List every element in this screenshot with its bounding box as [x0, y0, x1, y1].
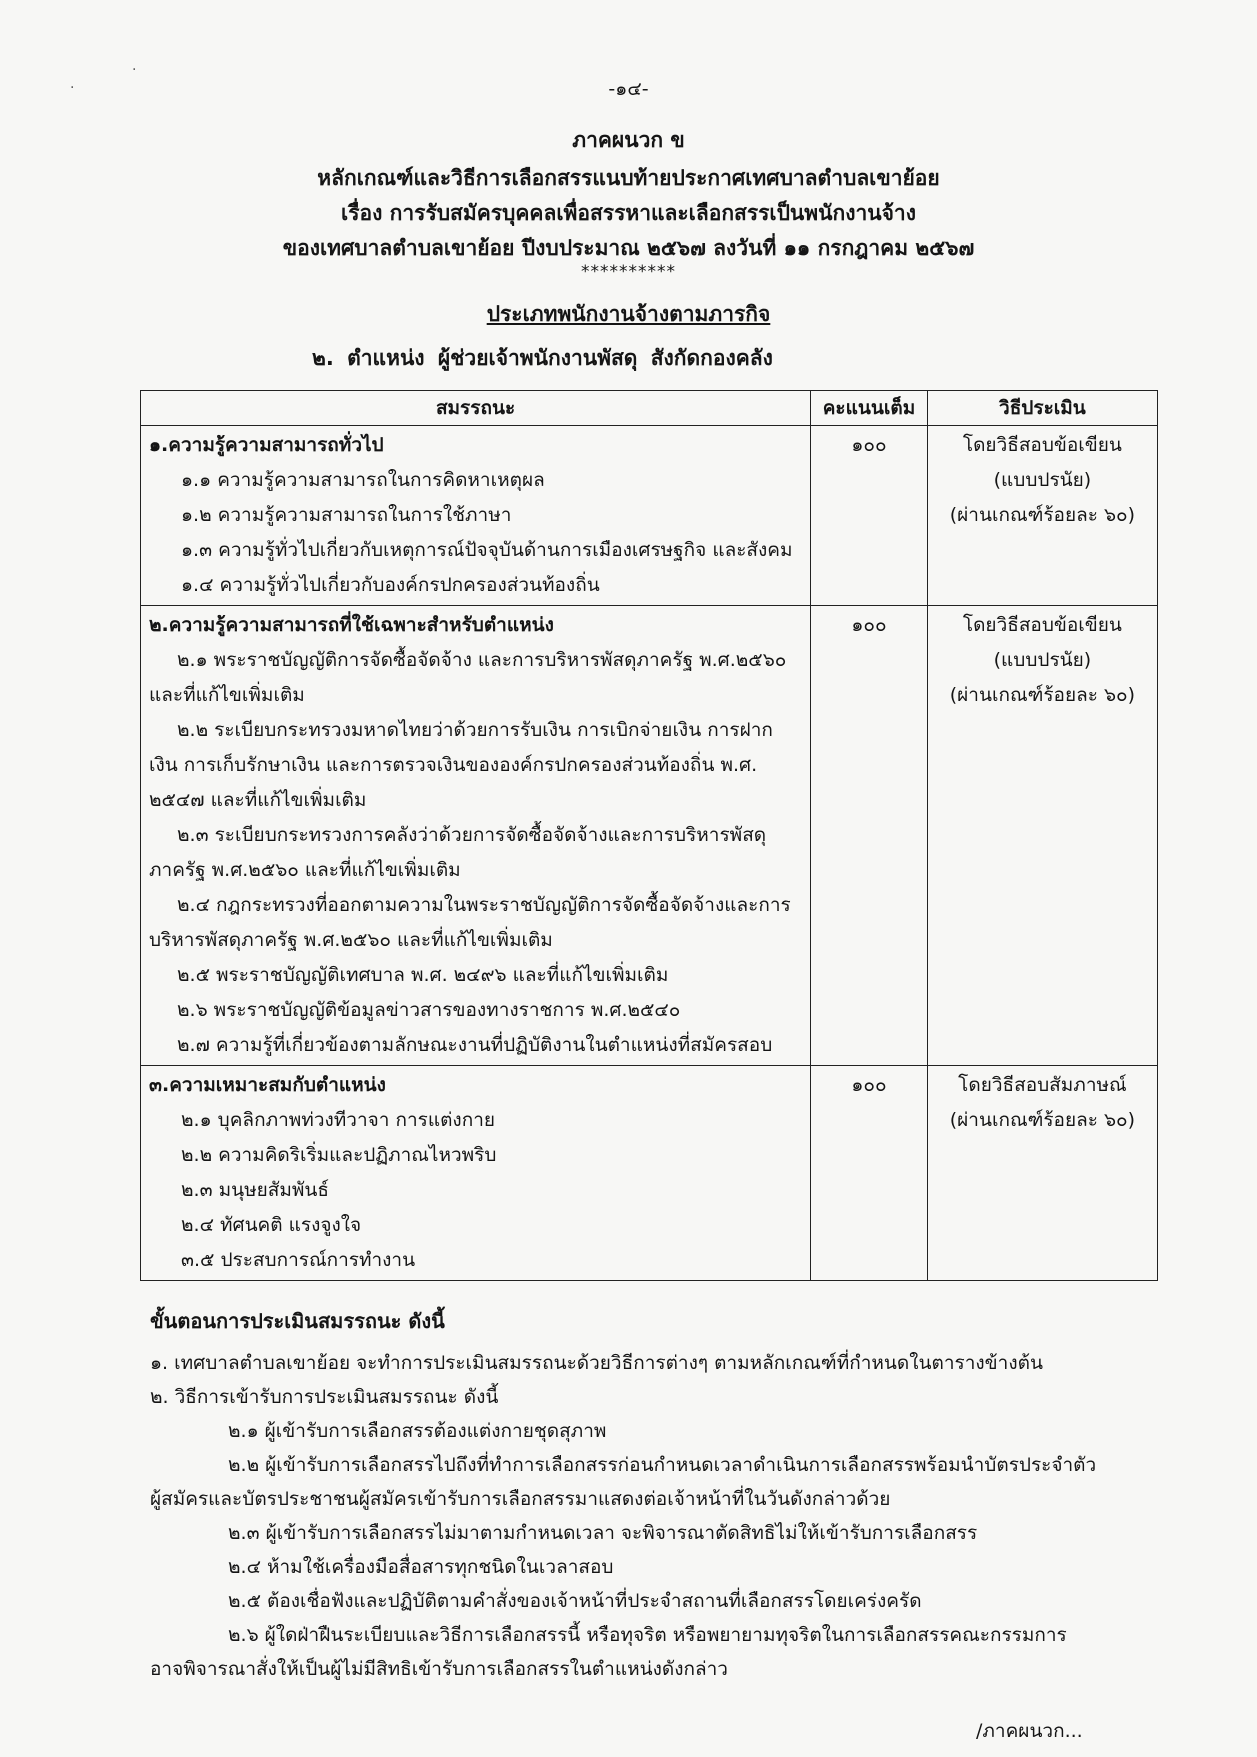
- list-item: ๒.๖ พระราชบัญญัติข้อมูลข่าวสารของทางราชการ พ.ศ.๒๕๔๐: [177, 999, 681, 1021]
- procedure-substep: ๒.๒ ผู้เข้ารับการเลือกสรรไปถึงที่ทำการเลือกสรรก่อนกำหนดเวลาดำเนินการเลือกสรรพร้อมนำบัตรประจำตัว: [228, 1454, 1097, 1476]
- list-item: ๑.๒ ความรู้ความสามารถในการใช้ภาษา: [181, 504, 512, 526]
- header-method: วิธีประเมิน: [927, 391, 1157, 426]
- score-cell: ๑๐๐: [811, 606, 928, 1066]
- method-line: (ผ่านเกณฑ์ร้อยละ ๖๐): [949, 1109, 1136, 1131]
- list-item: ๒.๑ พระราชบัญญัติการจัดซื้อจัดจ้าง และการบริหารพัสดุภาครัฐ พ.ศ.๒๕๖๐ และที่แก้ไขเพิ่มเติม: [149, 649, 787, 706]
- competency-cell: [141, 606, 811, 1066]
- method-cell: [927, 1066, 1157, 1281]
- list-item: ๒.๒ ความคิดริเริ่มและปฏิภาณไหวพริบ: [181, 1144, 497, 1166]
- score-cell: ๑๐๐: [811, 1066, 928, 1281]
- page-number: -๑๔-: [608, 78, 649, 100]
- header-full-score: คะแนนเต็ม: [811, 391, 928, 426]
- header-competency: สมรรถนะ: [141, 391, 811, 426]
- list-item: ๒.๓ มนุษยสัมพันธ์: [181, 1179, 329, 1201]
- procedure-substep: ๒.๕ ต้องเชื่อฟังและปฏิบัติตามคำสั่งของเจ้าหน้าที่ประจำสถานที่เลือกสรรโดยเคร่งครัด: [228, 1590, 922, 1612]
- scan-speck: ·: [70, 80, 75, 96]
- continuation-footer: /ภาคผนวก...: [976, 1720, 1083, 1742]
- employee-category: ประเภทพนักงานจ้างตามภารกิจ: [486, 302, 771, 326]
- method-line: (ผ่านเกณฑ์ร้อยละ ๖๐): [949, 684, 1136, 706]
- procedure-substep-continued: ผู้สมัครและบัตรประชาชนผู้สมัครเข้ารับการเลือกสรรมาแสดงต่อเจ้าหน้าที่ในวันดังกล่าวด้วย: [150, 1488, 891, 1510]
- stars-divider: **********: [581, 262, 676, 282]
- procedure-title: ขั้นตอนการประเมินสมรรถนะ ดังนี้: [150, 1309, 445, 1333]
- table-row: [141, 606, 1158, 1066]
- group-title: ๒.ความรู้ความสามารถที่ใช้เฉพาะสำหรับตำแหน่ง: [149, 614, 554, 636]
- method-cell: [927, 426, 1157, 606]
- list-item: ๓.๕ ประสบการณ์การทำงาน: [181, 1249, 416, 1271]
- method-line: โดยวิธีสอบสัมภาษณ์: [958, 1074, 1127, 1096]
- list-item: ๒.๗ ความรู้ที่เกี่ยวข้องตามลักษณะงานที่ปฏิบัติงานในตำแหน่งที่สมัครสอบ: [177, 1034, 773, 1056]
- scan-speck: ·: [132, 62, 137, 78]
- method-line: (แบบปรนัย): [993, 649, 1092, 671]
- table-row: [141, 1066, 1158, 1281]
- appendix-title: ภาคผนวก ข: [572, 128, 685, 152]
- score-cell: ๑๐๐: [811, 426, 928, 606]
- procedure-substep: ๒.๓ ผู้เข้ารับการเลือกสรรไม่มาตามกำหนดเวลา จะพิจารณาตัดสิทธิไม่ให้เข้ารับการเลือกสรร: [228, 1522, 978, 1544]
- list-item: ๑.๑ ความรู้ความสามารถในการคิดหาเหตุผล: [181, 469, 545, 491]
- heading-subject: เรื่อง การรับสมัครบุคคลเพื่อสรรหาและเลือกสรรเป็นพนักงานจ้าง: [341, 201, 916, 225]
- competency-table: [140, 390, 1158, 1281]
- table-header-row: [141, 391, 1158, 426]
- position-line: ๒. ตำแหน่ง ผู้ช่วยเจ้าพนักงานพัสดุ สังกัดกองคลัง: [312, 346, 773, 370]
- heading-criteria: หลักเกณฑ์และวิธีการเลือกสรรแนบท้ายประกาศเทศบาลตำบลเขาย้อย: [317, 166, 940, 190]
- list-item: ๒.๔ กฎกระทรวงที่ออกตามความในพระราชบัญญัติการจัดซื้อจัดจ้างและการ บริหารพัสดุภาครัฐ พ.ศ.๒๕๖๐ และที่แก้ไขเพิ่มเติม: [149, 894, 791, 951]
- procedure-substep-continued: อาจพิจารณาสั่งให้เป็นผู้ไม่มีสิทธิเข้ารับการเลือกสรรในตำแหน่งดังกล่าว: [150, 1658, 728, 1680]
- procedure-substep: ๒.๖ ผู้ใดฝ่าฝืนระเบียบและวิธีการเลือกสรรนี้ หรือทุจริต หรือพยายามทุจริตในการเลือกสรรคณะกรรมการ: [228, 1624, 1067, 1646]
- list-item: ๒.๑ บุคลิกภาพท่วงทีวาจา การแต่งกาย: [181, 1109, 496, 1131]
- procedure-steps: [150, 1346, 1150, 1686]
- table-row: [141, 426, 1158, 606]
- list-item: ๑.๓ ความรู้ทั่วไปเกี่ยวกับเหตุการณ์ปัจจุบันด้านการเมืองเศรษฐกิจ และสังคม: [181, 539, 793, 561]
- group-title: ๓.ความเหมาะสมกับตำแหน่ง: [149, 1074, 386, 1096]
- list-item: ๒.๔ ทัศนคติ แรงจูงใจ: [181, 1214, 362, 1236]
- list-item: ๒.๓ ระเบียบกระทรวงการคลังว่าด้วยการจัดซื้อจัดจ้างและการบริหารพัสดุ ภาครัฐ พ.ศ.๒๕๖๐ และที่แก้ไขเพิ่มเติม: [149, 824, 767, 881]
- method-line: โดยวิธีสอบข้อเขียน: [962, 614, 1122, 636]
- procedure-step: ๑. เทศบาลตำบลเขาย้อย จะทำการประเมินสมรรถนะด้วยวิธีการต่างๆ ตามหลักเกณฑ์ที่กำหนดในตารางข้างต้น: [150, 1352, 1043, 1374]
- list-item: ๒.๕ พระราชบัญญัติเทศบาล พ.ศ. ๒๔๙๖ และที่แก้ไขเพิ่มเติม: [177, 964, 669, 986]
- competency-cell: [141, 426, 811, 606]
- list-item: ๑.๔ ความรู้ทั่วไปเกี่ยวกับองค์กรปกครองส่วนท้องถิ่น: [181, 574, 600, 596]
- group-title: ๑.ความรู้ความสามารถทั่วไป: [149, 434, 384, 456]
- list-item: ๒.๒ ระเบียบกระทรวงมหาดไทยว่าด้วยการรับเงิน การเบิกจ่ายเงิน การฝาก เงิน การเก็บรักษาเงิน และการตรวจเงินขององค์กรปกครองส่วนท้องถิ่น พ.ศ. ๒๕๔๗ และที่แก้ไขเพิ่มเติม: [149, 719, 773, 811]
- method-line: โดยวิธีสอบข้อเขียน: [962, 434, 1122, 456]
- method-line: (ผ่านเกณฑ์ร้อยละ ๖๐): [949, 504, 1136, 526]
- procedure-substep: ๒.๑ ผู้เข้ารับการเลือกสรรต้องแต่งกายชุดสุภาพ: [228, 1420, 607, 1442]
- method-cell: [927, 606, 1157, 1066]
- method-line: (แบบปรนัย): [993, 469, 1092, 491]
- heading-date: ของเทศบาลตำบลเขาย้อย ปีงบประมาณ ๒๕๖๗ ลงวันที่ ๑๑ กรกฎาคม ๒๕๖๗: [282, 236, 975, 260]
- procedure-substep: ๒.๔ ห้ามใช้เครื่องมือสื่อสารทุกชนิดในเวลาสอบ: [228, 1556, 614, 1578]
- procedure-step: ๒. วิธีการเข้ารับการประเมินสมรรถนะ ดังนี้: [150, 1386, 499, 1408]
- competency-cell: [141, 1066, 811, 1281]
